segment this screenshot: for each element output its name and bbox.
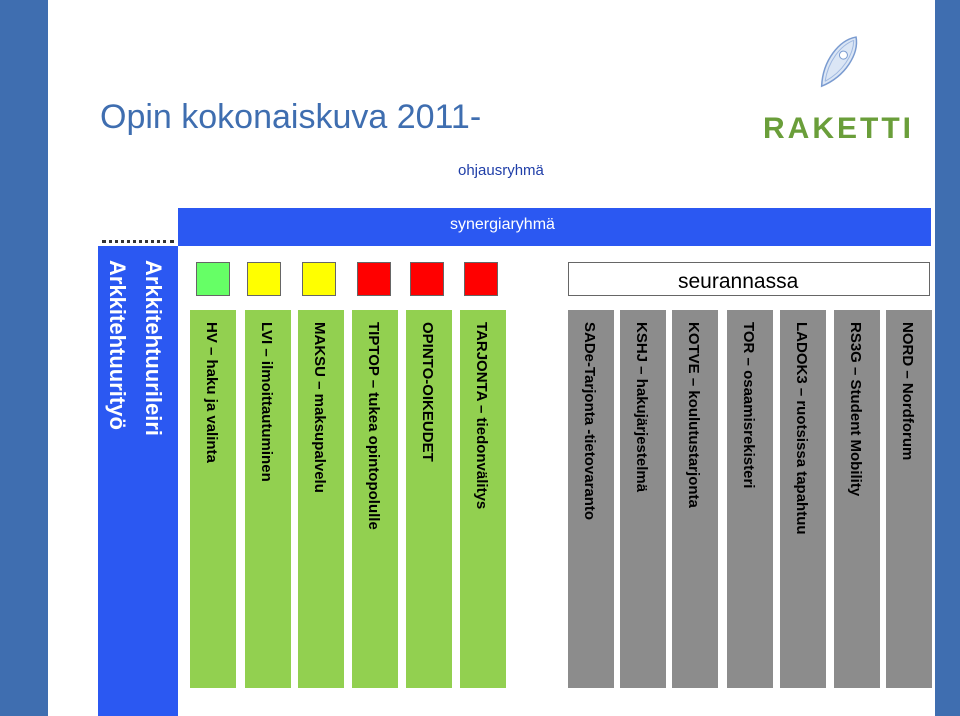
status-square xyxy=(247,262,281,296)
dotted-connector xyxy=(102,240,174,243)
monitored-column-kotve xyxy=(672,310,718,688)
logo-text: RAKETTI xyxy=(763,112,914,145)
monitored-label: KSHJ – hakujärjestelmä xyxy=(633,322,650,493)
page-title: Opin kokonaiskuva 2011- xyxy=(100,98,482,136)
project-column-opinto-oikeudet xyxy=(406,310,452,688)
project-label: MAKSU – maksupalvelu xyxy=(311,322,328,493)
right-stripe xyxy=(935,0,960,716)
monitored-column-tor xyxy=(727,310,773,688)
status-square xyxy=(410,262,444,296)
status-square xyxy=(196,262,230,296)
status-square xyxy=(302,262,336,296)
monitored-label: LADOK3 – ruotsissa tapahtuu xyxy=(793,322,810,535)
synergiaryhma-label: synergiaryhmä xyxy=(450,216,555,233)
monitored-column-sade xyxy=(568,310,614,688)
monitored-label: KOTVE – koulutustarjonta xyxy=(685,322,702,508)
project-column-hv xyxy=(190,310,236,688)
monitored-label: RS3G – Student Mobility xyxy=(847,322,864,497)
left-stripe xyxy=(0,0,48,716)
project-label: HV – haku ja valinta xyxy=(203,322,220,463)
monitored-label: SADe-Tarjonta -tietovaranto xyxy=(581,322,598,521)
monitored-column-nord xyxy=(886,310,932,688)
project-column-tarjonta xyxy=(460,310,506,688)
monitored-label: TOR – osaamisrekisteri xyxy=(740,322,757,489)
monitored-column-rs3g xyxy=(834,310,880,688)
monitored-column-kshj xyxy=(620,310,666,688)
architecture-tyo-label: Arkkitehtuurityö xyxy=(105,260,130,430)
status-square xyxy=(357,262,391,296)
project-column-maksu xyxy=(298,310,344,688)
project-column-tiptop xyxy=(352,310,398,688)
logo-mark-icon xyxy=(760,28,920,108)
project-label: TARJONTA – tiedonvälitys xyxy=(473,322,490,510)
project-column-lvi xyxy=(245,310,291,688)
project-label: TIPTOP – tukea opintopolulle xyxy=(365,322,382,530)
project-label: LVI – ilmoittautuminen xyxy=(258,322,275,482)
seurannassa-label: seurannassa xyxy=(678,270,799,293)
status-square xyxy=(464,262,498,296)
project-label: OPINTO-OIKEUDET xyxy=(419,322,436,462)
monitored-column-ladok3 xyxy=(780,310,826,688)
raketti-logo xyxy=(760,28,920,145)
monitored-label: NORD – Nordforum xyxy=(899,322,916,461)
architecture-leiri-label: Arkkitehtuurileiri xyxy=(141,260,166,437)
ohjausryhma-label: ohjausryhmä xyxy=(458,162,544,179)
